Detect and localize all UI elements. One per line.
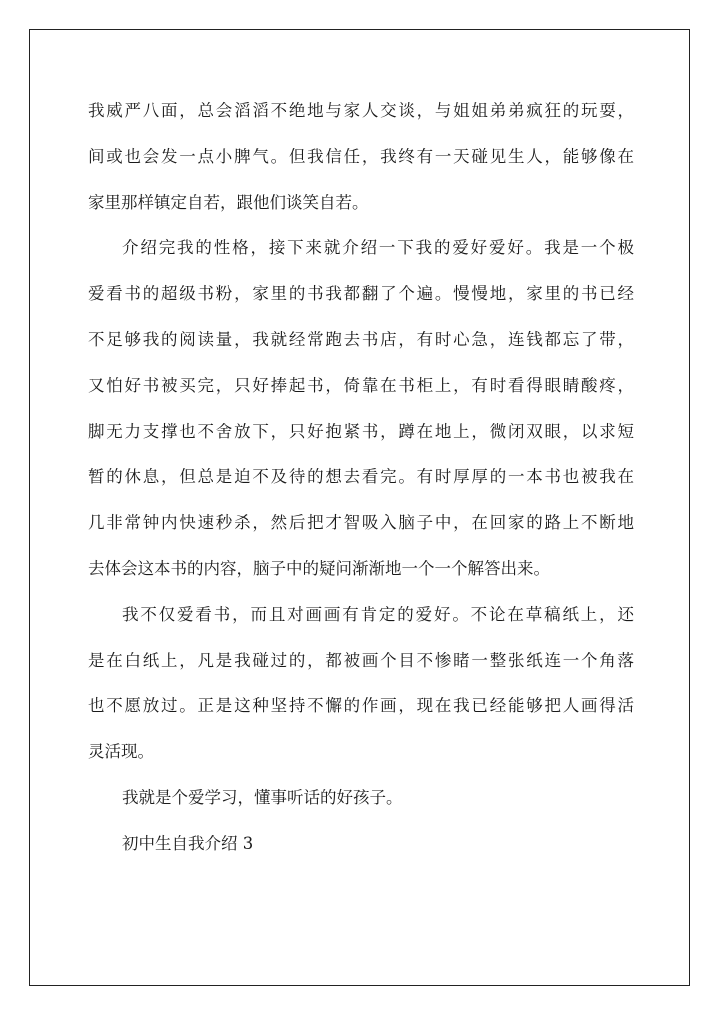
- text-line: 去体会这本书的内容，脑子中的疑问渐渐地一个一个解答出来。: [88, 558, 550, 578]
- text-line: 家里那样镇定自若，跟他们谈笑自若。: [88, 192, 369, 212]
- text-line: 脚无力支撑也不舍放下，只好抱紧书，蹲在地上，微闭双眼，以求短: [88, 421, 634, 441]
- paragraph-first-line: 我就是个爱学习，懂事听话的好孩子。: [122, 787, 403, 807]
- text-line: 也不愿放过。正是这种坚持不懈的作画，现在我已经能够把人画得活: [88, 696, 634, 716]
- text-line: 几非常钟内快速秒杀，然后把才智吸入脑子中，在回家的路上不断地: [88, 513, 634, 533]
- text-line: 又怕好书被买完，只好捧起书，倚靠在书柜上，有时看得眼睛酸疼，: [88, 375, 634, 395]
- text-line: 爱看书的超级书粉，家里的书我都翻了个遍。慢慢地，家里的书已经: [88, 284, 634, 304]
- section-heading: 初中生自我介绍 3: [122, 833, 254, 853]
- text-line: 是在白纸上，凡是我碰过的，都被画个目不惨睹一整张纸连一个角落: [88, 650, 634, 670]
- text-line: 间或也会发一点小脾气。但我信任，我终有一天碰见生人，能够像在: [88, 146, 634, 166]
- paragraph-first-line: 介绍完我的性格，接下来就介绍一下我的爱好爱好。我是一个极: [122, 238, 634, 258]
- text-line: 不足够我的阅读量，我就经常跑去书店，有时心急，连钱都忘了带，: [88, 329, 634, 349]
- document-body: [88, 93, 634, 872]
- paragraph-first-line: 我不仅爱看书，而且对画画有肯定的爱好。不论在草稿纸上，还: [122, 604, 634, 624]
- text-line: 我威严八面，总会滔滔不绝地与家人交谈，与姐姐弟弟疯狂的玩耍，: [88, 101, 634, 120]
- text-line: 暂的休息，但总是迫不及待的想去看完。有时厚厚的一本书也被我在: [88, 467, 634, 487]
- text-line: 灵活现。: [88, 742, 154, 762]
